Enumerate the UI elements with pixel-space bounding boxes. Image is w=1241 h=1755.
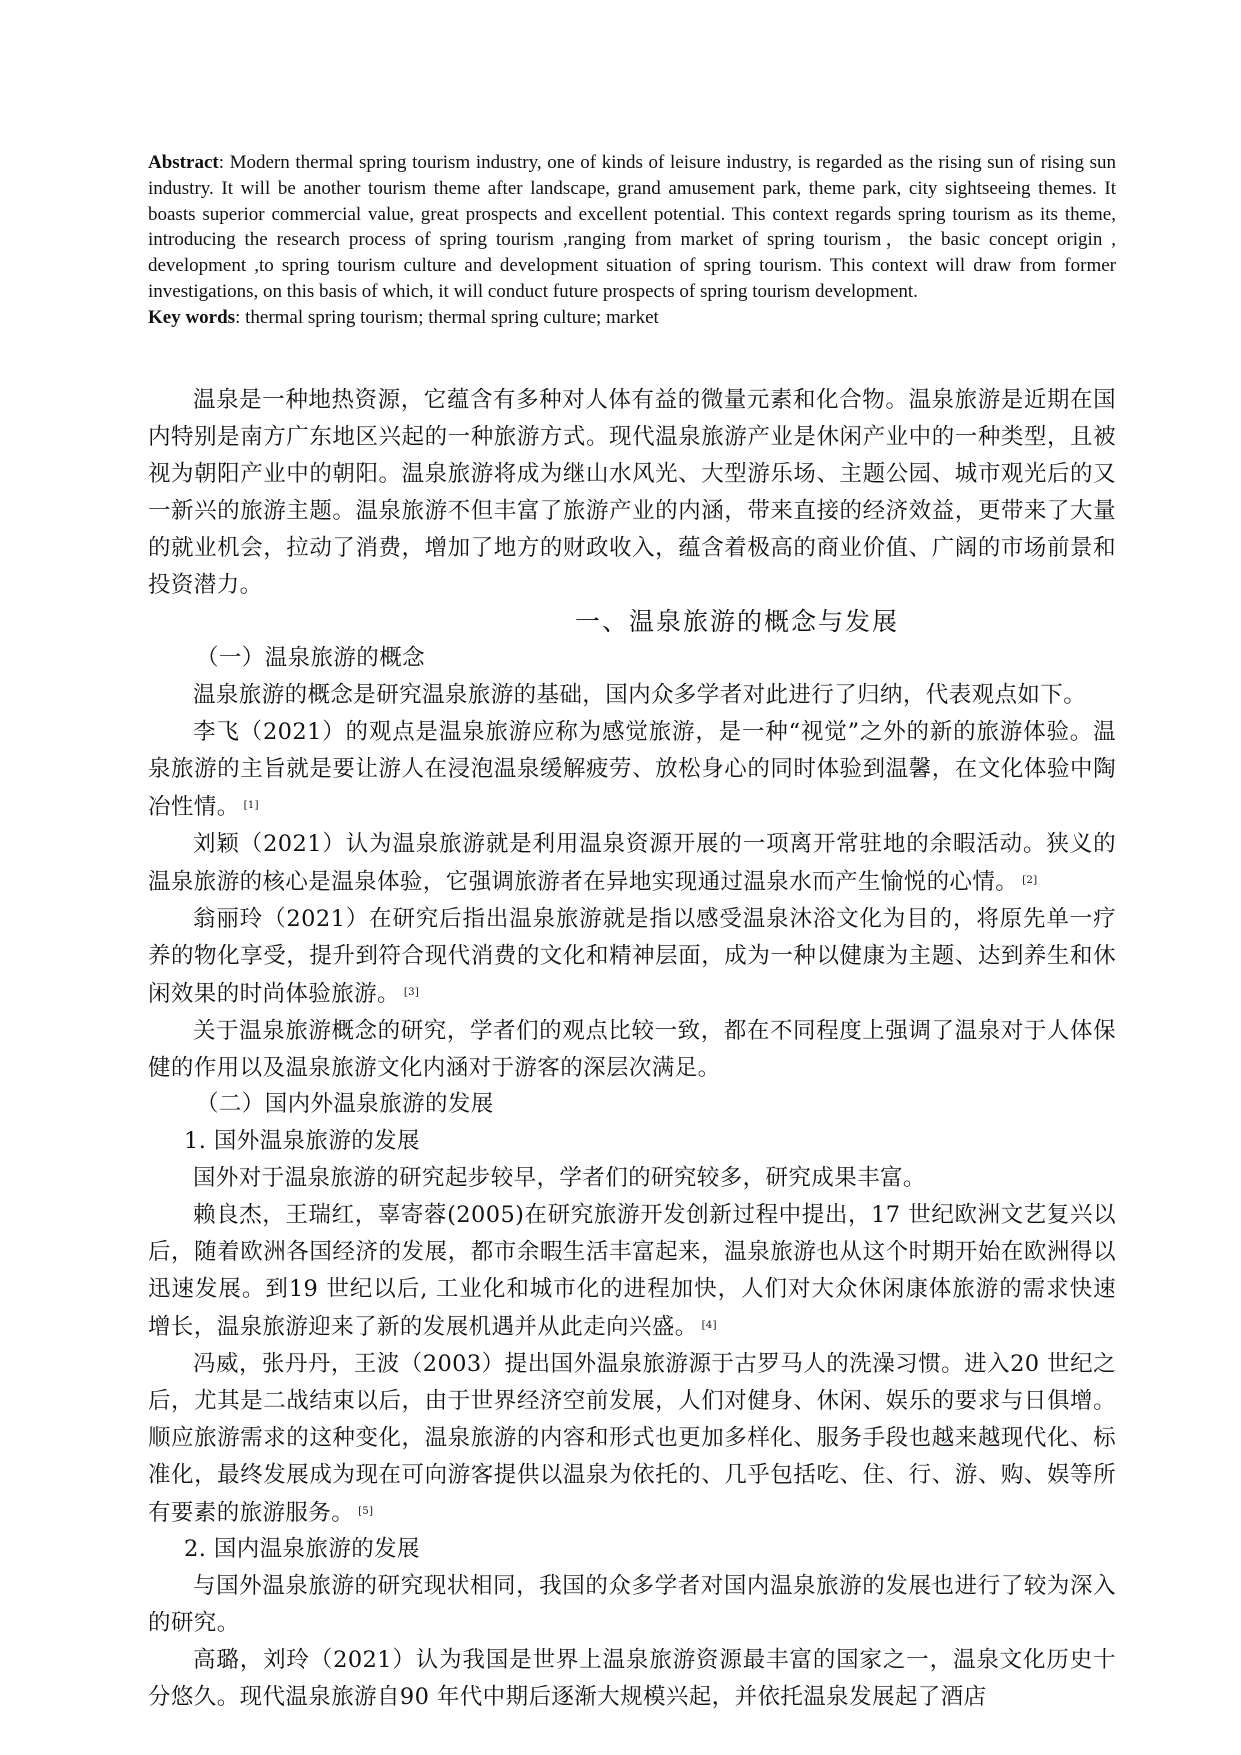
citation-ref: [1] xyxy=(243,800,259,812)
paragraph: 国外对于温泉旅游的研究起步较早，学者们的研究较多，研究成果丰富。 xyxy=(193,1165,926,1192)
citation-ref: [3] xyxy=(403,986,420,998)
paragraph: 高璐，刘玲（2021）认为我国是世界上温泉旅游资源最丰富的国家之一，温泉文化历史十分悠久。现代温泉旅游自90 年代中期后逐渐大规模兴起，并依托温泉发展起了酒店 xyxy=(148,1647,1116,1711)
paragraph: 与国外温泉旅游的研究现状相同，我国的众多学者对国内温泉旅游的发展也进行了较为深入的研究。 xyxy=(148,1573,1116,1637)
section-heading-1: 一、温泉旅游的概念与发展 xyxy=(574,607,899,637)
paragraph: 关于温泉旅游概念的研究，学者们的观点比较一致，都在不同程度上强调了温泉对于人体保健的作用以及温泉旅游文化内涵对于游客的深层次满足。 xyxy=(148,1017,1116,1081)
abstract-text: : Modern thermal spring tourism industry, one of kinds of leisure industry, is regarded as the rising sun of rising sun industry. It will be another tourism theme after landscape, grand amusement park, theme park, city sightseeing themes. It boasts superior commercial value, great prospects and excellent potential. This context regards spring tourism as its theme, introducing the research process of spring tourism ,ranging from market of spring tourism，the basic concept origin , development ,to spring tourism culture and development situation of spring tourism. This context will draw from former investigations, on this basis of which, it will conduct future prospects of spring tourism development. xyxy=(148,152,1116,302)
subsection-heading-2: （二）国内外温泉旅游的发展 xyxy=(196,1091,494,1118)
keywords-line xyxy=(148,305,1116,331)
paragraph-text: 赖良杰，王瑞红，辜寄蓉(2005)在研究旅游开发创新过程中提出，17 世纪欧洲文艺复兴以后，随着欧洲各国经济的发展，都市余暇生活丰富起来，温泉旅游也从这个时期开始在欧洲得以迅速发展。到19 世纪以后, 工业化和城市化的进程加快，人们对大众休闲康体旅游的需求快速增长，温泉旅游迎来了新的发展机遇并从此走向兴盛。 xyxy=(148,1202,1116,1341)
paragraph xyxy=(148,1197,1116,1346)
citation-ref: [5] xyxy=(358,1505,374,1517)
keywords-text: : thermal spring tourism; thermal spring culture; market xyxy=(235,306,659,328)
sub-subsection-heading-1: 1. 国外温泉旅游的发展 xyxy=(184,1128,420,1155)
paragraph xyxy=(148,714,1116,826)
sub-subsection-heading-2: 2. 国内温泉旅游的发展 xyxy=(184,1536,420,1563)
subsection-heading-1: （一）温泉旅游的概念 xyxy=(196,645,426,672)
abstract-label: Abstract xyxy=(148,152,219,173)
citation-ref: [4] xyxy=(701,1320,717,1332)
intro-paragraph: 温泉是一种地热资源，它蕴含有多种对人体有益的微量元素和化合物。温泉旅游是近期在国内特别是南方广东地区兴起的一种旅游方式。现代温泉旅游产业是休闲产业中的一种类型，且被视为朝阳产业中的朝阳。温泉旅游将成为继山水风光、大型游乐场、主题公园、城市观光后的又一新兴的旅游主题。温泉旅游不但丰富了旅游产业的内涵，带来直接的经济效益，更带来了大量的就业机会，拉动了消费，增加了地方的财政收入，蕴含着极高的商业价值、广阔的市场前景和投资潜力。 xyxy=(148,387,1116,598)
paragraph xyxy=(148,826,1116,901)
keywords-label: Key words xyxy=(148,306,236,328)
paragraph xyxy=(148,901,1116,1013)
paragraph-text: 刘颖（2021）认为温泉旅游就是利用温泉资源开展的一项离开常驻地的余暇活动。狭义的温泉旅游的核心是温泉体验，它强调旅游者在异地实现通过温泉水而产生愉悦的心情。 xyxy=(148,831,1116,895)
paragraph-text: 翁丽玲（2021）在研究后指出温泉旅游就是指以感受温泉沐浴文化为目的，将原先单一疗养的物化享受，提升到符合现代消费的文化和精神层面，成为一种以健康为主题、达到养生和休闲效果的时尚体验旅游。 xyxy=(148,905,1116,1007)
abstract-paragraph xyxy=(148,150,1116,305)
citation-ref: [2] xyxy=(1022,874,1038,886)
abstract-block xyxy=(148,150,1116,331)
paragraph-text: 冯威，张丹丹，王波（2003）提出国外温泉旅游源于古罗马人的洗澡习惯。进入20 世纪之后，尤其是二战结束以后，由于世界经济空前发展，人们对健身、休闲、娱乐的要求与日俱增。顺应旅游需求的这种变化，温泉旅游的内容和形式也更加多样化、服务手段也越来越现代化、标准化，最终发展成为现在可向游客提供以温泉为依托的、几乎包括吃、住、行、游、购、娱等所有要素的旅游服务。 xyxy=(148,1350,1116,1526)
body-text xyxy=(148,382,1116,1716)
paragraph-text: 李飞（2021）的观点是温泉旅游应称为感觉旅游，是一种“视觉”之外的新的旅游体验。温泉旅游的主旨就是要让游人在浸泡温泉缓解疲劳、放松身心的同时体验到温馨，在文化体验中陶冶性情。 xyxy=(148,719,1116,821)
paragraph xyxy=(148,1346,1116,1532)
paragraph: 温泉旅游的概念是研究温泉旅游的基础，国内众多学者对此进行了归纳，代表观点如下。 xyxy=(193,682,1087,709)
